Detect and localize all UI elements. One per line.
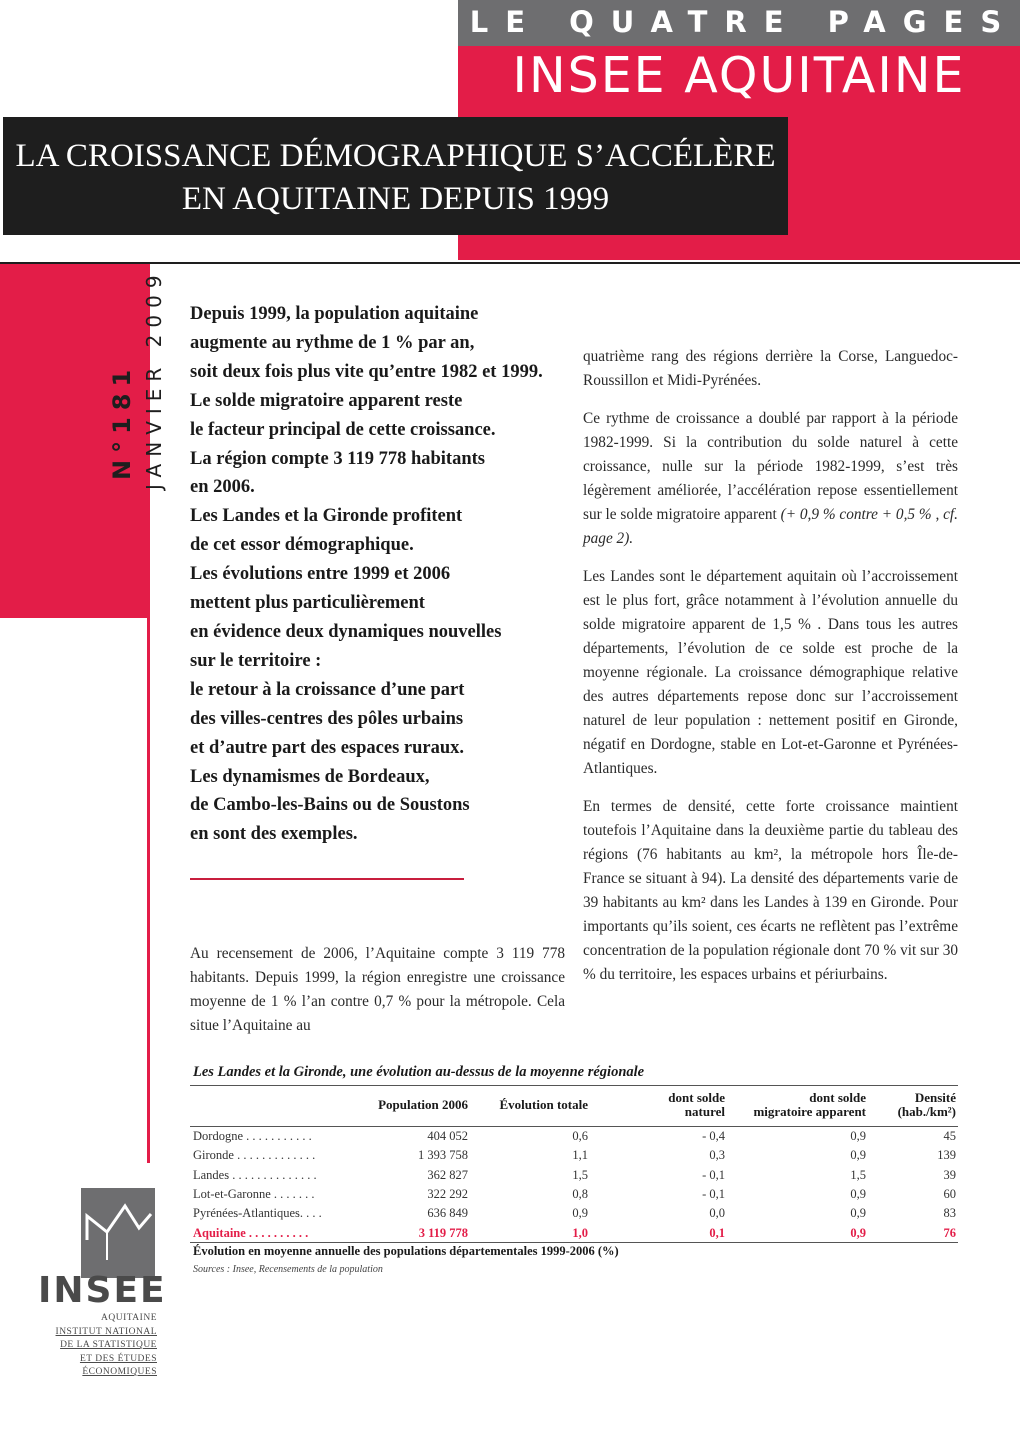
issue-number: N°181	[108, 362, 136, 480]
cell-solde-migratoire: 0,9	[850, 1206, 866, 1221]
col-header-migratoire	[730, 1091, 866, 1119]
lead-line: de Cambo-les-Bains ou de Soustons	[190, 795, 470, 816]
lead-summary	[190, 300, 580, 849]
lead-line: de cet essor démographique.	[190, 535, 414, 556]
cell-solde-migratoire: 1,5	[850, 1167, 866, 1182]
page-reference: (+ 0,9 % contre + 0,5 % , cf. page 2).	[583, 506, 959, 547]
col-header-population: Population 2006	[378, 1097, 468, 1112]
col-header-migratoire-line-1: dont solde	[809, 1090, 866, 1105]
body-paragraph: quatrième rang des régions derrière la Corse, Languedoc-Roussillon et Midi-Pyrénées.	[583, 348, 958, 389]
lead-line: soit deux fois plus vite qu’entre 1982 et 1999.	[190, 361, 543, 382]
cell-solde-migratoire: 0,9	[850, 1148, 866, 1163]
col-header-densite-line-2: (hab./km²)	[897, 1104, 956, 1119]
lead-line: augmente au rythme de 1 % par an,	[190, 332, 475, 353]
body-column-right	[583, 345, 958, 1001]
col-header-evolution: Évolution totale	[499, 1097, 588, 1112]
issue-info	[108, 268, 166, 490]
cell-population: 1 393 758	[418, 1148, 468, 1163]
body-paragraph: En termes de densité, cette forte croissance maintient toutefois l’Aquitaine dans la deuxième partie du tableau des régions (76 habitants au km², la métropole hors Île-de-France se situant à 94). La densité des départements varie de 39 habitants au km² dans les Landes à 139 en Gironde. Pour importants qu’ils soient, ces écarts ne reflètent pas l’extrême concentration de la population régionale dont 70 % vit sur 30 % du territoire, les espaces urbains et périurbains.	[583, 798, 958, 983]
cell-solde-migratoire: 0,9	[850, 1225, 866, 1240]
body-column-left	[190, 942, 565, 1052]
cell-solde-naturel: 0,3	[709, 1148, 725, 1163]
cell-densite: 45	[943, 1129, 956, 1143]
lead-line: sur le territoire :	[190, 650, 322, 671]
cell-solde-naturel: - 0,1	[702, 1167, 725, 1182]
publisher-name: INSEE AQUITAINE	[512, 47, 966, 104]
col-header-densite	[870, 1091, 956, 1119]
cell-population: 362 827	[427, 1167, 468, 1182]
table-row	[0, 1127, 1024, 1146]
table-row	[0, 1146, 1024, 1165]
cell-department: Aquitaine . . . . . . . . . .	[193, 1225, 309, 1240]
lead-line: des villes-centres des pôles urbains	[190, 708, 464, 729]
table-caption: Évolution en moyenne annuelle des populations départementales 1999-2006 (%)	[193, 1244, 619, 1258]
logo-subtitle-line: INSTITUT NATIONAL	[55, 1326, 157, 1337]
insee-logo-text: INSEE	[38, 1270, 167, 1311]
table-row	[0, 1166, 1024, 1185]
cell-solde-migratoire: 0,9	[850, 1129, 866, 1143]
lead-line: en sont des exemples.	[190, 824, 358, 845]
logo-subtitle-line: DE LA STATISTIQUE	[60, 1340, 157, 1350]
lead-line: Les Landes et la Gironde profitent	[190, 506, 463, 527]
table-top-rule	[190, 1085, 958, 1086]
body-text: Ce rythme de croissance a doublé par rapport à la période 1982-1999. Si la contribution du solde naturel à cette croissance, nulle sur la période 1982-1999, s’est très légèrement améliorée, l’accélération repose essentiellement sur le solde migratoire apparent	[583, 410, 958, 523]
cell-solde-naturel: 0,1	[709, 1225, 725, 1240]
lead-line: La région compte 3 119 778 habitants	[190, 448, 485, 469]
lead-line: en évidence deux dynamiques nouvelles	[190, 621, 502, 642]
lead-line: en 2006.	[190, 477, 255, 498]
cell-evolution: 0,6	[572, 1129, 588, 1143]
cell-population: 322 292	[427, 1186, 468, 1201]
cell-evolution: 0,9	[572, 1206, 588, 1221]
table-bottom-rule	[190, 1242, 958, 1243]
cell-solde-naturel: - 0,1	[702, 1186, 725, 1201]
cell-department: Landes . . . . . . . . . . . . . .	[193, 1167, 317, 1182]
article-title-line-2: EN AQUITAINE DEPUIS 1999	[181, 181, 610, 217]
cell-densite: 60	[943, 1186, 956, 1201]
cell-solde-naturel: 0,0	[709, 1206, 725, 1221]
lead-line: mettent plus particulièrement	[190, 593, 425, 614]
logo-subtitle-line: ET DES ÉTUDES	[79, 1353, 157, 1364]
cell-densite: 83	[943, 1206, 956, 1221]
article-title	[3, 117, 788, 235]
body-paragraph: Au recensement de 2006, l’Aquitaine compte 3 119 778 habitants. Depuis 1999, la région enregistre une croissance moyenne de 1 % l’an contre 0,7 % pour la métropole. Cela situe l’Aquitaine au	[190, 945, 565, 1034]
logo-subtitle-line: ÉCONOMIQUES	[82, 1367, 157, 1377]
cell-evolution: 1,0	[572, 1225, 588, 1240]
cell-department: Gironde . . . . . . . . . . . . .	[193, 1148, 316, 1163]
side-red-line	[147, 618, 150, 1163]
col-header-naturel-line-1: dont solde	[668, 1090, 725, 1105]
cell-solde-naturel: - 0,4	[702, 1129, 725, 1143]
header-rule	[0, 262, 1020, 264]
body-paragraph: Les Landes sont le département aquitain où l’accroissement est le plus fort, grâce notamment à l’évolution annuelle du solde migratoire apparent de 1,5 % . Dans tous les autres départements, l’évolution de ce solde est proche de la moyenne régionale. La croissance démographique relative des autres départements repose donc sur l’accroissement naturel de leur population : nettement positif en Gironde, négatif en Dordogne, stable en Lot-et-Garonne et Pyrénées-Atlantiques.	[583, 568, 958, 777]
table-title: Les Landes et la Gironde, une évolution au-dessus de la moyenne régionale	[193, 1064, 645, 1080]
lead-line: le retour à la croissance d’une part	[190, 679, 465, 700]
cell-densite: 139	[937, 1148, 956, 1163]
cell-department: Pyrénées-Atlantiques. . . .	[193, 1206, 322, 1221]
cell-department: Dordogne . . . . . . . . . . .	[193, 1129, 312, 1143]
cell-solde-migratoire: 0,9	[850, 1186, 866, 1201]
insee-logo-subtitle	[40, 1312, 157, 1380]
article-title-line-1: LA CROISSANCE DÉMOGRAPHIQUE S’ACCÉLÈRE	[15, 138, 776, 174]
lead-line: le facteur principal de cette croissance.	[190, 419, 496, 440]
col-header-migratoire-line-2: migratoire apparent	[753, 1104, 866, 1119]
cell-population: 636 849	[427, 1206, 468, 1221]
cell-evolution: 1,1	[572, 1148, 588, 1163]
lead-divider	[190, 878, 464, 880]
lead-line: Depuis 1999, la population aquitaine	[190, 304, 479, 324]
cell-evolution: 0,8	[572, 1186, 588, 1201]
body-paragraph	[583, 407, 958, 551]
lead-line: Les dynamismes de Bordeaux,	[190, 766, 430, 787]
cell-population: 3 119 778	[418, 1225, 468, 1240]
cell-evolution: 1,5	[572, 1167, 588, 1182]
cell-population: 404 052	[427, 1129, 468, 1143]
cell-department: Lot-et-Garonne . . . . . . .	[193, 1186, 315, 1201]
lead-line: Le solde migratoire apparent reste	[190, 390, 463, 411]
issue-date: JANVIER 2009	[142, 268, 166, 490]
series-title: LE QUATRE PAGES	[469, 5, 1019, 39]
col-header-naturel	[620, 1091, 725, 1119]
lead-line: et d’autre part des espaces ruraux.	[190, 737, 465, 758]
cell-densite: 76	[943, 1225, 956, 1240]
logo-subtitle-line: AQUITAINE	[101, 1313, 157, 1323]
insee-logo-mark	[81, 1188, 155, 1278]
col-header-densite-line-1: Densité	[914, 1090, 956, 1105]
lead-line: Les évolutions entre 1999 et 2006	[190, 564, 451, 585]
cell-densite: 39	[943, 1167, 956, 1182]
logo-graph-icon	[81, 1188, 155, 1278]
col-header-naturel-line-2: naturel	[684, 1104, 725, 1119]
table-source: Sources : Insee, Recensements de la population	[193, 1264, 383, 1275]
series-banner	[458, 0, 1020, 46]
